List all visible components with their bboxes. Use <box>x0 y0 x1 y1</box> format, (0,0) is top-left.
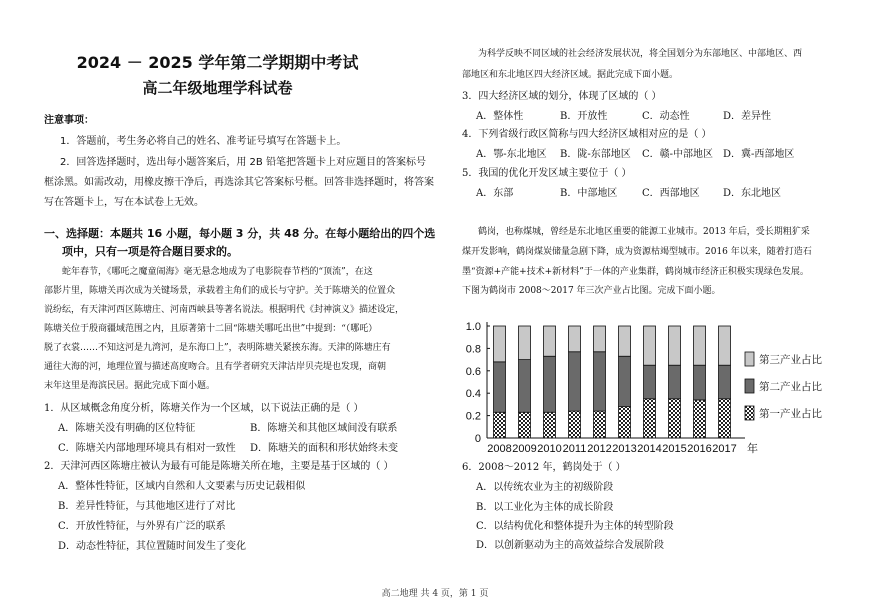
bar-segment-1 <box>644 399 656 438</box>
bar-segment-2 <box>519 360 531 413</box>
question-4-option-d[interactable]: D．冀-西部地区 <box>723 149 795 160</box>
x-tick-label: 2012 <box>587 443 612 455</box>
x-unit-label: 年 <box>747 443 758 455</box>
question-6-stem: 6．2008～2012 年，鹤岗处于（ ） <box>462 462 626 473</box>
question-1-option-c[interactable]: C．陈塘关内部地理环境具有相对一致性 <box>58 443 236 454</box>
x-tick-label: 2017 <box>712 443 737 455</box>
bar-segment-3 <box>494 326 506 362</box>
question-3-option-c[interactable]: C．动态性 <box>642 111 690 122</box>
passage-2-line-1: 为科学反映不同区域的社会经济发展状况，将全国划分为东部地区、中部地区、西 <box>478 49 803 59</box>
bar-segment-2 <box>644 365 656 399</box>
question-1-stem: 1．从区域概念角度分析，陈塘关作为一个区域，以下说法正确的是（ ） <box>44 403 364 414</box>
bar-segment-1 <box>494 412 506 438</box>
bar-segment-3 <box>669 326 681 365</box>
y-tick-label: 0.2 <box>465 410 481 423</box>
bar-segment-1 <box>569 411 581 438</box>
question-3-option-b[interactable]: B．开放性 <box>560 111 608 122</box>
notice-item-2-cont: 框涂黑。如需改动，用橡皮擦干净后，再选涂其它答案标号框。回答非选择题时，将答案 <box>44 177 434 188</box>
question-6-option-a[interactable]: A．以传统农业为主的初级阶段 <box>476 482 614 493</box>
question-3-option-a[interactable]: A．整体性 <box>476 111 524 122</box>
exam-subtitle: 高二年级地理学科试卷 <box>142 79 293 97</box>
passage-line: 末年这里是海滨民居。据此完成下面小题。 <box>44 381 216 391</box>
bar-segment-3 <box>544 326 556 356</box>
legend-swatch <box>745 352 754 366</box>
question-1-option-a[interactable]: A．陈塘关没有明确的区位特征 <box>58 423 196 434</box>
passage-line: 鹤岗，也称煤城，曾经是东北地区重要的能源工业城市。2013 年后，受长期粗犷采 <box>478 227 810 237</box>
bar-segment-3 <box>594 326 606 352</box>
y-tick-label: 1.0 <box>465 321 481 333</box>
bar-segment-3 <box>644 326 656 365</box>
question-5-option-c[interactable]: C．西部地区 <box>642 188 700 199</box>
question-6-option-c[interactable]: C．以结构优化和整体提升为主体的转型阶段 <box>476 521 674 532</box>
page-footer: 高二地理 共 4 页，第 1 页 <box>381 589 489 599</box>
bar-segment-2 <box>694 365 706 400</box>
question-4-option-c[interactable]: C．赣-中部地区 <box>642 149 714 160</box>
bar-segment-2 <box>669 365 681 399</box>
bar-segment-3 <box>694 326 706 365</box>
x-tick-label: 2008 <box>487 443 512 455</box>
bar-segment-3 <box>569 326 581 352</box>
bar-segment-3 <box>719 326 731 365</box>
question-5-option-a[interactable]: A．东部 <box>476 188 514 199</box>
bar-segment-2 <box>544 356 556 412</box>
question-2-option-d[interactable]: D．动态性特征，其位置随时间发生了变化 <box>58 541 247 552</box>
passage-line: 陈塘关位于殷商疆域范围之内，且原著第十二回“陈塘关哪吒出世”中提到：“（哪吒） <box>44 324 378 334</box>
legend-label: 第一产业占比 <box>759 408 822 420</box>
question-6-option-d[interactable]: D．以创新驱动为主的高效益综合发展阶段 <box>476 540 665 551</box>
passage-line: 脱了衣裳……不知这河是九湾河，是东海口上”，表明陈塘关紧挨东海。天津的陈塘庄有 <box>44 343 391 353</box>
notice-item-2: 2．回答选择题时，选出每小题答案后，用 2B 铅笔把答题卡上对应题目的答案标号 <box>60 157 426 168</box>
bar-segment-1 <box>669 399 681 438</box>
x-tick-label: 2010 <box>537 443 562 455</box>
passage-line: 煤开发影响，鹤岗煤炭储量急剧下降，成为资源枯竭型城市。2016 年以来，随着打造石 <box>462 247 812 257</box>
question-5-option-d[interactable]: D．东北地区 <box>723 188 782 199</box>
notice-item-1: 1．答题前，考生务必将自己的姓名、准考证号填写在答题卡上。 <box>60 136 347 147</box>
bar-segment-2 <box>494 362 506 412</box>
y-tick-label: 0 <box>474 433 481 445</box>
x-tick-label: 2016 <box>687 443 712 455</box>
x-tick-label: 2013 <box>612 443 637 455</box>
legend-label: 第三产业占比 <box>759 354 822 366</box>
bar-segment-2 <box>569 352 581 411</box>
passage-line: 墨“资源+产能+技术+新材料”于一体的产业集群，鹤岗城市经济正积极实现绿色发展。 <box>462 267 809 277</box>
question-1-option-d[interactable]: D．陈塘关的面积和形状始终未变 <box>250 443 399 454</box>
bar-segment-1 <box>719 399 731 438</box>
legend-label: 第二产业占比 <box>759 381 822 393</box>
section1-heading: 一、选择题：本题共 16 小题，每小题 3 分，共 48 分。在每小题给出的四个选 <box>44 227 436 240</box>
question-1-option-b[interactable]: B．陈塘关和其他区域间没有联系 <box>250 423 398 434</box>
passage-2-line-2: 部地区和东北地区四大经济区域。据此完成下面小题。 <box>462 70 679 80</box>
bar-segment-2 <box>619 356 631 406</box>
x-tick-label: 2011 <box>562 443 587 455</box>
bar-segment-3 <box>619 326 631 356</box>
x-tick-label: 2015 <box>662 443 687 455</box>
question-3-stem: 3．四大经济区域的划分，体现了区域的（ ） <box>462 91 662 102</box>
question-4-stem: 4．下列省级行政区简称与四大经济区域相对应的是（ ） <box>462 129 712 140</box>
section1-heading-cont: 项中，只有一项是符合题目要求的。 <box>62 245 238 258</box>
question-5-stem: 5．我国的优化开发区域主要位于（ ） <box>462 168 632 179</box>
exam-title: 2024 － 2025 学年第二学期期中考试 <box>76 53 359 72</box>
bar-segment-2 <box>719 365 731 399</box>
bar-segment-1 <box>619 407 631 438</box>
y-tick-label: 0.6 <box>465 365 481 378</box>
passage-line: 蛇年春节，《哪吒之魔童闹海》毫无悬念地成为了电影院春节档的“顶流”，在这 <box>62 267 373 277</box>
question-3-option-d[interactable]: D．差异性 <box>723 111 772 122</box>
bar-segment-1 <box>544 412 556 438</box>
legend-swatch <box>745 379 754 393</box>
passage-line: 下图为鹤岗市 2008～2017 年三次产业占比图。完成下面小题。 <box>462 286 721 296</box>
question-2-option-c[interactable]: C．开放性特征，与外界有广泛的联系 <box>58 521 226 532</box>
passage-line: 通往大海的河，地理位置与描述高度吻合。且有学者研究天津沽岸贝壳堤也发现，商朝 <box>44 362 387 372</box>
industry-structure-chart <box>455 308 835 460</box>
legend-swatch <box>745 406 754 420</box>
passage-line: 部影片里，陈塘关再次成为关键场景，承载着主角们的成长与守护。关于陈塘关的位置众 <box>44 286 396 296</box>
notice-item-3: 写在答题卡上，写在本试卷上无效。 <box>44 197 204 208</box>
question-6-option-b[interactable]: B．以工业化为主体的成长阶段 <box>476 502 614 513</box>
passage-line: 说纷纭，有天津河西区陈塘庄、河南西峡县等著名说法。根据明代《封神演义》描述设定， <box>44 305 405 315</box>
bar-segment-1 <box>519 412 531 438</box>
x-tick-label: 2014 <box>637 443 662 455</box>
x-tick-label: 2009 <box>512 443 537 455</box>
bar-segment-1 <box>594 411 606 438</box>
question-2-stem: 2．天津河西区陈塘庄被认为最有可能是陈塘关所在地，主要是基于区域的（ ） <box>44 461 394 472</box>
bar-segment-3 <box>519 326 531 360</box>
question-5-option-b[interactable]: B．中部地区 <box>560 188 618 199</box>
question-4-option-b[interactable]: B．陇-东部地区 <box>560 149 631 160</box>
bar-segment-1 <box>694 400 706 438</box>
y-tick-label: 0.4 <box>465 388 481 401</box>
bar-segment-2 <box>594 352 606 411</box>
question-2-option-a[interactable]: A．整体性特征，区域内自然和人文要素与历史记载相似 <box>58 481 306 492</box>
notice-heading: 注意事项： <box>44 115 94 126</box>
y-tick-label: 0.8 <box>465 343 481 356</box>
question-2-option-b[interactable]: B．差异性特征，与其他地区进行了对比 <box>58 501 236 512</box>
question-4-option-a[interactable]: A．鄂-东北地区 <box>476 149 547 160</box>
